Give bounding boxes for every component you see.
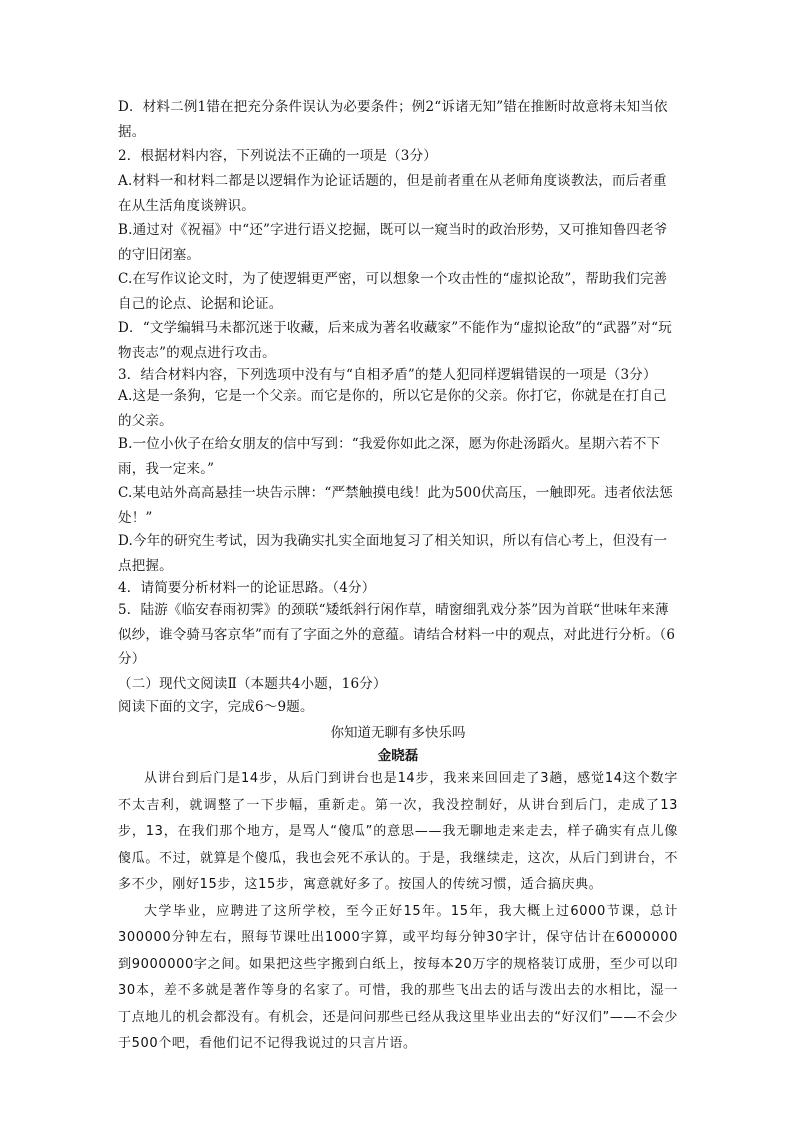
question-2-option-a: A.材料一和材料二都是以逻辑作为论证话题的，但是前者重在从老师角度谈教法，而后者重在从生活角度谈辨识。 <box>118 173 667 214</box>
section-instruction: 阅读下面的文字，完成6～9题。 <box>118 699 314 715</box>
question-1-option-d: D．材料二例1错在把充分条件误认为必要条件；例2“诉诸无知”错在推断时故意将未知当依据。 <box>118 99 668 140</box>
question-3-option-a: A.这是一条狗，它是一个父亲。而它是你的，所以它是你的父亲。你打它，你就是在打自己的父亲。 <box>118 388 667 429</box>
article-title: 你知道无聊有多快乐吗 <box>330 725 466 741</box>
question-2-option-c: C.在写作议论文时，为了使逻辑更严密，可以想象一个攻击性的“虚拟论敌”，帮助我们完善自己的论点、论据和论证。 <box>118 271 668 312</box>
question-5: 5．陆游《临安春雨初霁》的颈联“矮纸斜行闲作草，晴窗细乳戏分茶”因为首联“世味年来薄似纱，谁令骑马客京华”而有了字面之外的意蕴。请结合材料一中的观点，对此进行分析。（6分） <box>118 602 676 667</box>
question-4: 4．请简要分析材料一的论证思路。（4分） <box>118 580 376 596</box>
question-2-option-d: D．“文学编辑马未都沉迷于收藏，后来成为著名收藏家”不能作为“虚拟论敌”的“武器”对“玩物丧志”的观点进行攻击。 <box>118 320 672 361</box>
question-3-option-d: D.今年的研究生考试，因为我确实扎实全面地复习了相关知识，所以有信心考上，但没有一点把握。 <box>118 533 668 574</box>
article-paragraph-1: 从讲台到后门是14步，从后门到讲台也是14步，我来来回回走了3趟，感觉14这个数字不太吉利，就调整了一下步幅，重新走。第一次，我没控制好，从讲台到后门，走成了13步，13，在我们那个地方，是骂人“傻瓜”的意思——我无聊地走来走去，样子确实有点儿像傻瓜。不过，就算是个傻瓜，我也会死不承认的。于是，我继续走，这次，从后门到讲台，不多不少，刚好15步，这15步，寓意就好多了。按国人的传统习惯，适合搞庆典。 <box>118 771 678 892</box>
question-3-stem: 3．结合材料内容，下列选项中没有与“自相矛盾”的楚人犯同样逻辑错误的一项是（3分） <box>118 367 657 383</box>
question-3-option-c: C.某电站外高高悬挂一块告示牌：“严禁触摸电线！此为500伏高压，一触即死。违者依法惩处！” <box>118 485 673 526</box>
question-2-option-b: B.通过对《祝福》中“还”字进行语义挖掘，既可以一窥当时的政治形势，又可推知鲁四老爷的守旧闭塞。 <box>118 222 668 263</box>
question-2-stem: 2．根据材料内容，下列说法不正确的一项是（3分） <box>118 148 437 164</box>
article-author: 金晓磊 <box>377 748 419 764</box>
article-body <box>118 766 678 1058</box>
section-heading: （二）现代文阅读Ⅱ（本题共4小题，16分） <box>118 676 387 692</box>
question-3-option-b: B.一位小伙子在给女朋友的信中写到：“我爱你如此之深，愿为你赴汤蹈火。星期六若不下雨，我一定来。” <box>118 436 661 477</box>
article-paragraph-2: 大学毕业，应聘进了这所学校，至今正好15年。15年，我大概上过6000节课，总计300000分钟左右，照每节课吐出1000字算，或平均每分钟30字计，保守估计在6000000到9000000字之间。如果把这些字搬到白纸上，按每本20万字的规格装订成册，至少可以印30本，差不多就是著作等身的名家了。可惜，我的那些飞出去的话与泼出去的水相比，湿一丁点地儿的机会都没有。有机会，还是问问那些已经从我这里毕业出去的“好汉们”——不会少于500个吧，看他们记不记得我说过的只言片语。 <box>118 903 678 1051</box>
